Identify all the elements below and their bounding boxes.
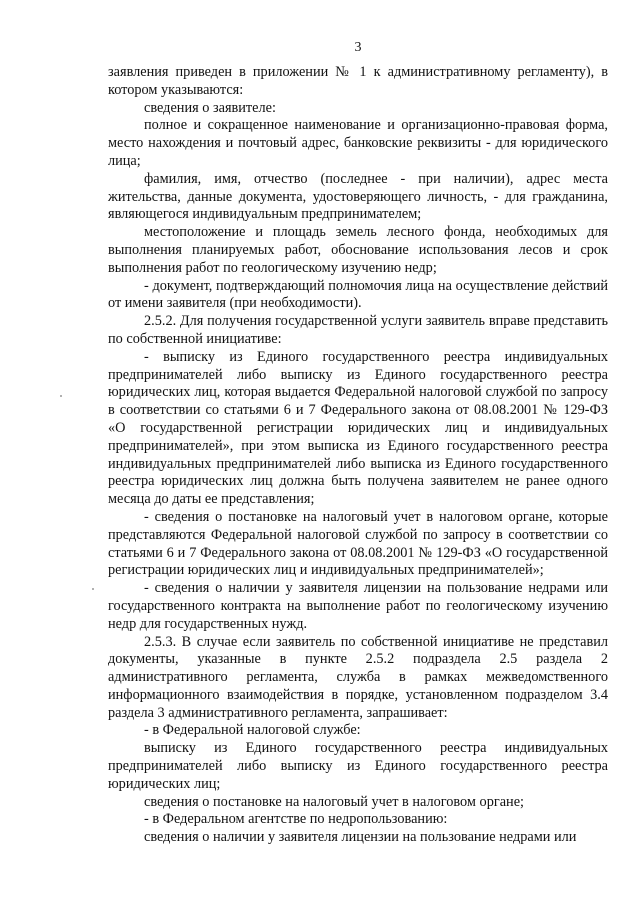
paragraph: 2.5.2. Для получения государственной услуги заявитель вправе представить по собственной инициативе: <box>108 313 608 347</box>
paragraph: местоположение и площадь земель лесного фонда, необходимых для выполнения планируемых работ, обоснование использования лесов и срок выполнения работ по геологическому изучению недр; <box>108 224 608 276</box>
paragraph: - сведения о наличии у заявителя лицензии на пользование недрами или государственного контракта на выполнение работ по геологическому изучению недр для государственных нужд. <box>108 580 608 632</box>
paragraph: сведения о постановке на налоговый учет в налоговом органе; <box>144 793 525 810</box>
paragraph: выписку из Единого государственного реестра индивидуальных предпринимателей либо выписку из Единого государственного реестра юридических лиц; <box>108 740 608 792</box>
paragraph: полное и сокращенное наименование и организационно-правовая форма, место нахождения и почтовый адрес, банковские реквизиты - для юридического лица; <box>108 117 608 169</box>
paragraph: сведения о заявителе: <box>144 99 276 116</box>
paragraph: - в Федеральном агентстве по недропользованию: <box>144 811 448 828</box>
scan-speck <box>60 395 62 397</box>
page-number: 3 <box>354 40 362 55</box>
paragraph: - документ, подтверждающий полномочия лица на осуществление действий от имени заявителя (при необходимости). <box>108 277 608 312</box>
paragraph: 2.5.3. В случае если заявитель по собственной инициативе не представил документы, указанные в пункте 2.5.2 подраздела 2.5 раздела 2 административного регламента, служба в рамках межведомственного информационного взаимодействия в порядке, установленном подразделом 3.4 раздела 3 административного регламента, запрашивает: <box>108 633 608 721</box>
document-body <box>108 64 608 847</box>
paragraph: - выписку из Единого государственного реестра индивидуальных предпринимателей либо выписку из Единого государственного реестра юридических лиц, которая выдается Федеральной налоговой службой по запросу в соответствии со статьями 6 и 7 Федерального закона от 08.08.2001 № 129-ФЗ «О государственной регистрации юридических лиц и индивидуальных предпринимателей», при этом выписка из Единого государственного реестра индивидуальных предпринимателей либо выписка из Единого государственного реестра юридических лиц должна быть получена заявителем не ранее одного месяца до даты ее представления; <box>108 348 608 508</box>
scan-speck <box>92 588 94 590</box>
paragraph: заявления приведен в приложении № 1 к административному регламенту), в котором указываются: <box>108 64 608 98</box>
paragraph: - в Федеральной налоговой службе: <box>144 722 361 739</box>
paragraph: фамилия, имя, отчество (последнее - при наличии), адрес места жительства, данные документа, удостоверяющего личность, - для гражданина, являющегося индивидуальным предпринимателем; <box>108 170 608 223</box>
paragraph: сведения о наличии у заявителя лицензии на пользование недрами или <box>144 829 577 846</box>
paragraph: - сведения о постановке на налоговый учет в налоговом органе, которые представляются Федеральной налоговой службой по запросу в соответствии со статьями 6 и 7 Федерального закона от 08.08.2001 № 129-ФЗ «О государственной регистрации юридических лиц и индивидуальных предпринимателей»; <box>108 508 608 579</box>
